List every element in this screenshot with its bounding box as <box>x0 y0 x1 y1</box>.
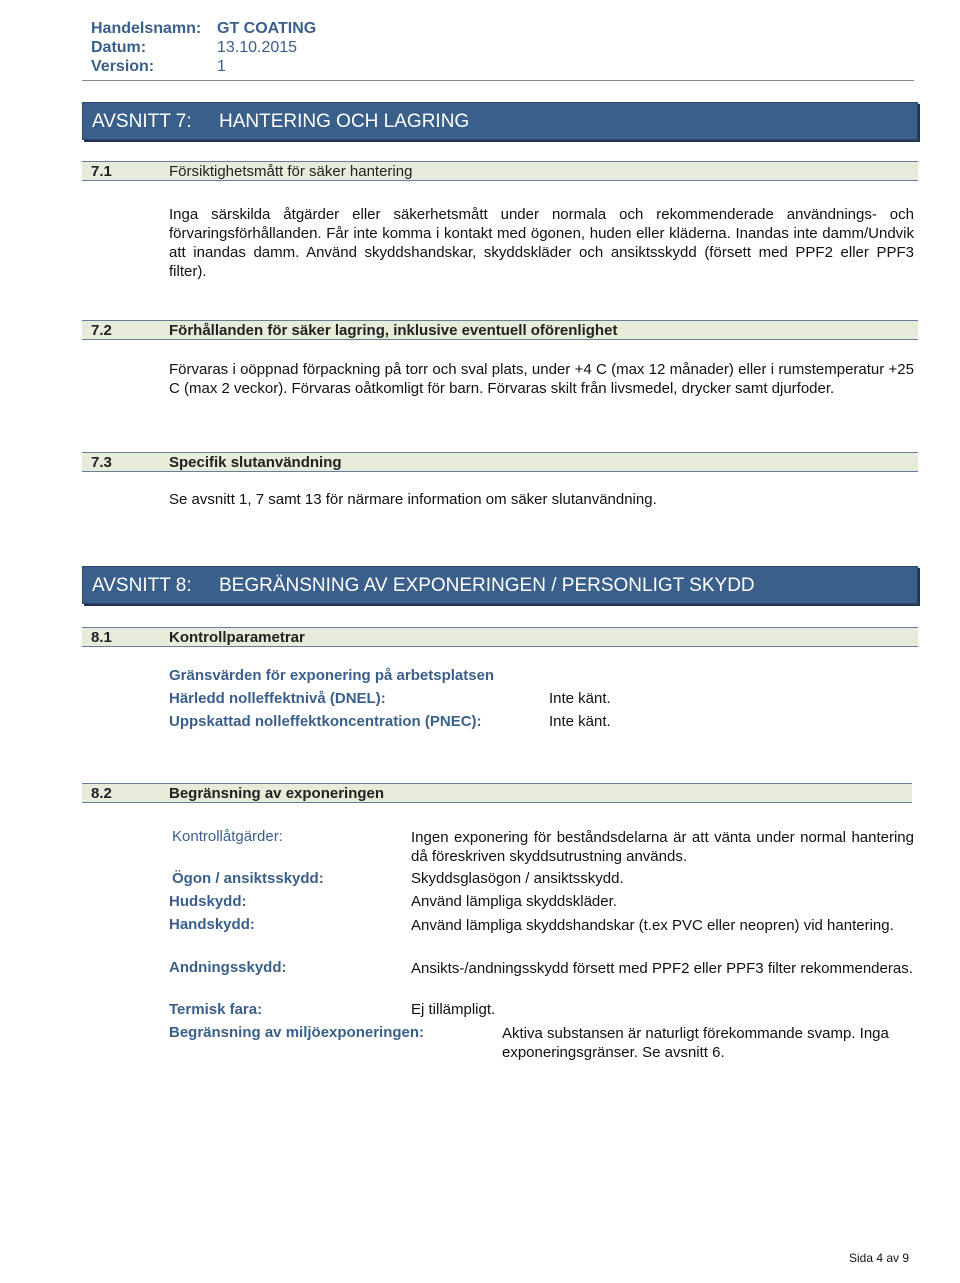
subsection-7-3-number: 7.3 <box>91 454 112 471</box>
trade-name-label: Handelsnamn: <box>91 20 202 37</box>
subsection-7-3-header <box>82 452 918 472</box>
section-7-header <box>82 102 918 140</box>
hand-protection-label: Handskydd: <box>169 916 255 933</box>
section-8-number: AVSNITT 8: <box>92 575 192 596</box>
subsection-7-2-number: 7.2 <box>91 322 112 339</box>
thermal-hazard-label: Termisk fara: <box>169 1001 263 1018</box>
subsection-7-2-title: Förhållanden för säker lagring, inklusive eventuell oförenlighet <box>169 322 618 339</box>
pnec-value: Inte känt. <box>549 713 611 730</box>
section-8-title: BEGRÄNSNING AV EXPONERINGEN / PERSONLIGT SKYDD <box>219 575 755 596</box>
subsection-8-1-title: Kontrollparametrar <box>169 629 305 646</box>
page-number: Sida 4 av 9 <box>849 1251 910 1265</box>
respiratory-protection-value: Ansikts-/andningsskydd försett med PPF2 eller PPF3 filter rekommenderas. <box>411 960 913 977</box>
eye-protection-value: Skyddsglasögon / ansiktsskydd. <box>411 870 624 887</box>
eye-protection-label: Ögon / ansiktsskydd: <box>172 870 324 887</box>
subsection-8-1-number: 8.1 <box>91 629 112 646</box>
subsection-7-1-text <box>169 205 914 281</box>
handling-text: Inga särskilda åtgärder eller säkerhetsmått under normala och rekommenderade användnings- och förvaringsförhållanden. Får inte komma i kontakt med ögonen, huden eller kläderna. Inandas inte damm/Undvik att inandas damm. Använd skyddshandskar, skyddskläder och ansiktsskydd (försett med PPF2 eller PPF3 filter). <box>169 206 914 280</box>
storage-text: Förvaras i oöppnad förpackning på torr och sval plats, under +4 C (max 12 månader) eller i rumstemperatur +25 C (max 2 veckor). Förvaras oåtkomligt för barn. Förvaras skilt från livsmedel, drycker samt djurfoder. <box>169 361 914 397</box>
subsection-7-3-title: Specifik slutanvändning <box>169 454 342 471</box>
subsection-7-1-number: 7.1 <box>91 163 112 180</box>
date-label: Datum: <box>91 39 147 56</box>
environmental-exposure-label: Begränsning av miljöexponeringen: <box>169 1024 425 1041</box>
respiratory-protection-label: Andningsskydd: <box>169 959 287 976</box>
exposure-limits-heading: Gränsvärden för exponering på arbetsplatsen <box>169 667 495 684</box>
subsection-7-2-text <box>169 360 914 398</box>
dnel-value: Inte känt. <box>549 690 611 707</box>
dnel-label: Härledd nolleffektnivå (DNEL): <box>169 690 386 707</box>
thermal-hazard-value: Ej tillämpligt. <box>411 1001 496 1018</box>
environmental-exposure-value: Aktiva substansen är naturligt förekommande svamp. Inga exponeringsgränser. Se avsnitt 6. <box>502 1025 889 1061</box>
end-use-text: Se avsnitt 1, 7 samt 13 för närmare information om säker slutanvändning. <box>169 491 657 508</box>
subsection-7-2-header <box>82 320 918 340</box>
subsection-7-1-header <box>82 161 918 181</box>
subsection-8-2-number: 8.2 <box>91 785 112 802</box>
section-8-header <box>82 566 918 604</box>
subsection-8-2-header <box>82 783 912 803</box>
trade-name-value: GT COATING <box>217 20 317 37</box>
version-value: 1 <box>217 58 226 75</box>
date-value: 13.10.2015 <box>217 39 298 56</box>
header-divider <box>82 80 914 81</box>
section-7-title: HANTERING OCH LAGRING <box>219 111 470 132</box>
subsection-8-2-title: Begränsning av exponeringen <box>169 785 385 802</box>
pnec-label: Uppskattad nolleffektkoncentration (PNEC): <box>169 713 482 730</box>
skin-protection-label: Hudskydd: <box>169 893 247 910</box>
subsection-7-1-title: Försiktighetsmått för säker hantering <box>169 163 413 180</box>
hand-protection-value: Använd lämpliga skyddshandskar (t.ex PVC eller neopren) vid hantering. <box>411 917 894 934</box>
subsection-8-1-header <box>82 627 918 647</box>
section-7-number: AVSNITT 7: <box>92 111 192 132</box>
skin-protection-value: Använd lämpliga skyddskläder. <box>411 893 617 910</box>
version-label: Version: <box>91 58 155 75</box>
controls-label: Kontrollåtgärder: <box>172 828 283 845</box>
controls-value: Ingen exponering för beståndsdelarna är att vänta under normal hantering då föreskriven skyddsutrustning används. <box>411 829 914 865</box>
subsection-7-3-text <box>169 490 914 509</box>
